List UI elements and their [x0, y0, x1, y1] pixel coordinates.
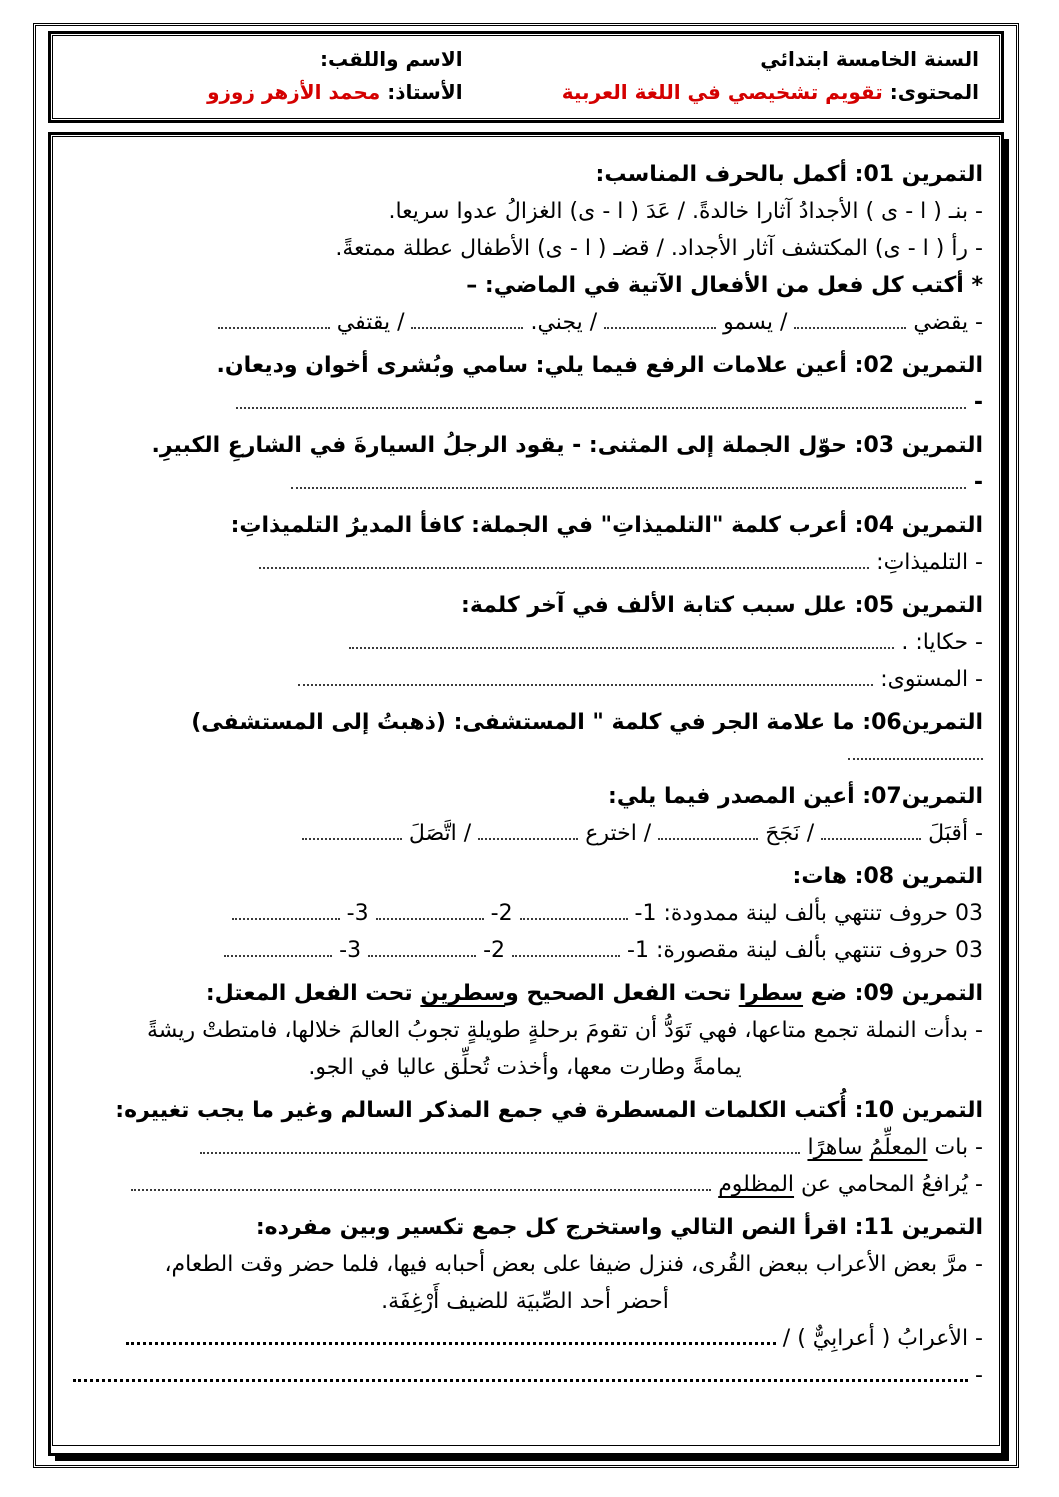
text-segment: التمرين 05: علل سبب كتابة الألف في آخر كلمة:: [461, 593, 983, 618]
text-segment: التمرين 04: أعرب كلمة "التلميذاتِ" في الجملة: كافأ المديرُ التلميذاتِ:: [230, 513, 983, 538]
text-segment: - يُرافعُ المحامي عن: [794, 1172, 983, 1197]
student-name-label: الاسم واللقب:: [320, 47, 463, 71]
answer-blank: [604, 313, 716, 329]
page-frame: [33, 23, 1019, 1468]
header-column-left: [73, 43, 463, 109]
answer-blank: [200, 1138, 800, 1154]
exercise-07: [67, 781, 983, 849]
text-segment: التمرين 02: أعين علامات الرفع فيما يلي:: [535, 353, 983, 378]
text-segment: 03 حروف تنتهي بألف لينة مقصورة: 1-: [620, 938, 983, 963]
exercise-05: [67, 590, 983, 695]
ex02-title: [67, 350, 983, 381]
ex11-title: [67, 1212, 983, 1243]
text-segment: - يقود الرجلُ السيارةَ في الشارعِ الكبيرِ.: [151, 433, 589, 458]
answer-blank: [821, 824, 921, 840]
document-lines: [53, 137, 999, 1391]
ex09-title: [67, 978, 983, 1009]
ex01-item-2: [67, 233, 983, 264]
text-segment: -: [966, 470, 983, 495]
text-segment: - أقبَلَ: [921, 821, 983, 846]
text-segment: 3-: [332, 938, 369, 963]
answer-blank: [131, 1175, 711, 1191]
ex10-title: [67, 1095, 983, 1126]
ex01-subtask: [67, 270, 983, 301]
ex05-item-2: [67, 664, 983, 695]
grade-level: السنة الخامسة ابتدائي: [760, 47, 979, 71]
ex07-verbs: [67, 818, 983, 849]
exercise-08: [67, 861, 983, 966]
underlined-word: ساهرًا: [807, 1135, 863, 1160]
answer-blank: [236, 393, 966, 409]
text-segment: 2-: [483, 901, 520, 926]
ex06-title: [67, 707, 983, 769]
answer-blank: [478, 824, 578, 840]
exercise-11: [67, 1212, 983, 1391]
text-segment: - بات: [927, 1135, 983, 1160]
ex05-title: [67, 590, 983, 621]
answer-blank: [298, 670, 873, 686]
answer-blank: [291, 473, 966, 489]
ex07-title: [67, 781, 983, 812]
exercise-02: [67, 350, 983, 418]
text-segment: / اتَّصَلَ: [401, 821, 479, 846]
main-box: [48, 132, 1004, 1456]
answer-blank: [73, 1365, 968, 1382]
text-segment: تحت الفعل المعتل:: [205, 981, 421, 1006]
answer-blank: [411, 313, 523, 329]
text-segment: - يقضي: [906, 310, 983, 335]
underlined-word: المعلِّمُ: [869, 1135, 928, 1160]
text-segment: التمرين07: أعين المصدر فيما يلي:: [608, 784, 983, 809]
text-segment: أحضر أحد الصِّبيَة للضيف أَرْغِفَة.: [381, 1289, 669, 1314]
content-row: [463, 76, 979, 109]
ex01-item-1: [67, 196, 983, 227]
text-segment: 3-: [339, 901, 376, 926]
text-segment: - بدأت النملة تجمع متاعها، فهي تَوَدُّ أن تقومَ برحلةٍ طويلةٍ تجوبُ العالمَ خلالها، فامتطتْ ريشةً: [146, 1018, 983, 1043]
teacher-row: [73, 76, 463, 109]
ex11-text-1: [67, 1249, 983, 1280]
ex04-answer: [67, 547, 983, 578]
underlined-word: المظلوم: [718, 1172, 795, 1197]
text-segment: / يجني.: [523, 310, 605, 335]
ex08-title: [67, 861, 983, 892]
answer-blank: [302, 824, 402, 840]
ex09-text-2: [67, 1052, 983, 1083]
exercise-03: [67, 430, 983, 498]
text-segment: - رأ ( ا - ى) المكتشف آثار الأجداد. / قضـ ( ا - ى) الأطفال عطلة ممتعةً.: [335, 236, 983, 261]
ex11-answer-1: [67, 1323, 983, 1354]
exercise-04: [67, 510, 983, 578]
ex01-verbs: [67, 307, 983, 338]
ex11-text-2: [67, 1286, 983, 1317]
text-segment: 2-: [476, 938, 513, 963]
ex03-title: [67, 430, 983, 461]
underlined-word: سطرين: [420, 981, 506, 1006]
answer-blank: [368, 941, 476, 957]
answer-blank: [512, 941, 620, 957]
text-segment: التمرين06: ما علامة الجر في كلمة " المستشفى: (ذهبتُ إلى المستشفى): [191, 710, 983, 735]
text-segment: التمرين 03: حوّل الجملة إلى المثنى:: [588, 433, 983, 458]
content-value: تقويم تشخيصي في اللغة العربية: [561, 80, 883, 104]
ex02-answer: [67, 387, 983, 418]
ex04-title: [67, 510, 983, 541]
text-segment: / يسمو: [716, 310, 795, 335]
ex09-text-1: [67, 1015, 983, 1046]
header-box: [48, 31, 1004, 123]
text-segment: - الأعرابُ ( أعرابِيٌّ ) /: [775, 1326, 983, 1351]
text-segment: -: [966, 390, 983, 415]
header-grid: [53, 36, 999, 118]
header-box-inner: [52, 35, 1000, 119]
ex08-item-1: [67, 898, 983, 929]
text-segment: - المستوى:: [873, 667, 983, 692]
text-segment: يمامةً وطارت معها، وأخذت تُحلِّق عاليا في الجو.: [308, 1055, 742, 1080]
answer-blank: [520, 904, 628, 920]
ex11-answer-2: [67, 1360, 983, 1391]
answer-blank: [848, 744, 983, 760]
answer-blank: [259, 553, 869, 569]
teacher-name: محمد الأزهر زوزو: [207, 80, 381, 104]
text-segment: / يقتفي: [329, 310, 412, 335]
ex03-answer: [67, 467, 983, 498]
text-segment: التمرين 09: ضع: [803, 981, 983, 1006]
answer-blank: [218, 313, 330, 329]
exercise-10: [67, 1095, 983, 1200]
text-segment: - حكايا: .: [894, 630, 983, 655]
text-segment: التمرين 11: اقرأ النص التالي واستخرج كل جمع تكسير وبين مفرده:: [255, 1215, 983, 1240]
answer-blank: [794, 313, 906, 329]
ex01-title: [67, 159, 983, 190]
answer-blank: [126, 1328, 776, 1345]
answer-blank: [349, 633, 894, 649]
text-segment: -: [968, 1363, 983, 1388]
text-segment: - مرَّ بعض الأعراب ببعض القُرى، فنزل ضيفا على بعض أحبابه فيها، فلما حضر وقت الطعام،: [164, 1252, 983, 1277]
exercise-01: [67, 159, 983, 338]
header-column-right: [463, 43, 979, 109]
content-label: المحتوى:: [889, 80, 979, 104]
text-segment: * أكتب كل فعل من الأفعال الآتية في الماضي: –: [466, 273, 983, 298]
answer-blank: [224, 941, 332, 957]
text-segment: - التلميذاتِ:: [869, 550, 983, 575]
ex10-item-2: [67, 1169, 983, 1200]
text-segment: / اخترع: [578, 821, 659, 846]
text-segment: - بنـ ( ا - ى ) الأجدادُ آثارا خالدةً. / عَدَ ( ا - ى) الغزالُ عدوا سريعا.: [388, 199, 983, 224]
exercise-06: [67, 707, 983, 769]
answer-blank: [658, 824, 758, 840]
teacher-label: الأستاذ:: [387, 80, 463, 104]
text-segment: التمرين 01: أكمل بالحرف المناسب:: [595, 162, 983, 187]
main-box-inner: [52, 136, 1000, 1446]
text-segment: التمرين 10: أُكتب الكلمات المسطرة في جمع المذكر السالم وغير ما يجب تغييره:: [115, 1098, 983, 1123]
ex10-item-1: [67, 1132, 983, 1163]
exercise-09: [67, 978, 983, 1083]
ex08-item-2: [67, 935, 983, 966]
answer-blank: [232, 904, 340, 920]
answer-blank: [376, 904, 484, 920]
text-segment: التمرين 08: هات:: [792, 864, 983, 889]
text-segment: تحت الفعل الصحيح و: [505, 981, 739, 1006]
text-segment: / نَجَحَ: [758, 821, 822, 846]
text-segment: سامي وبُشرى أخوان وديعان.: [216, 353, 536, 378]
ex05-item-1: [67, 627, 983, 658]
underlined-word: سطرا: [738, 981, 804, 1006]
text-segment: 03 حروف تنتهي بألف لينة ممدودة: 1-: [627, 901, 983, 926]
